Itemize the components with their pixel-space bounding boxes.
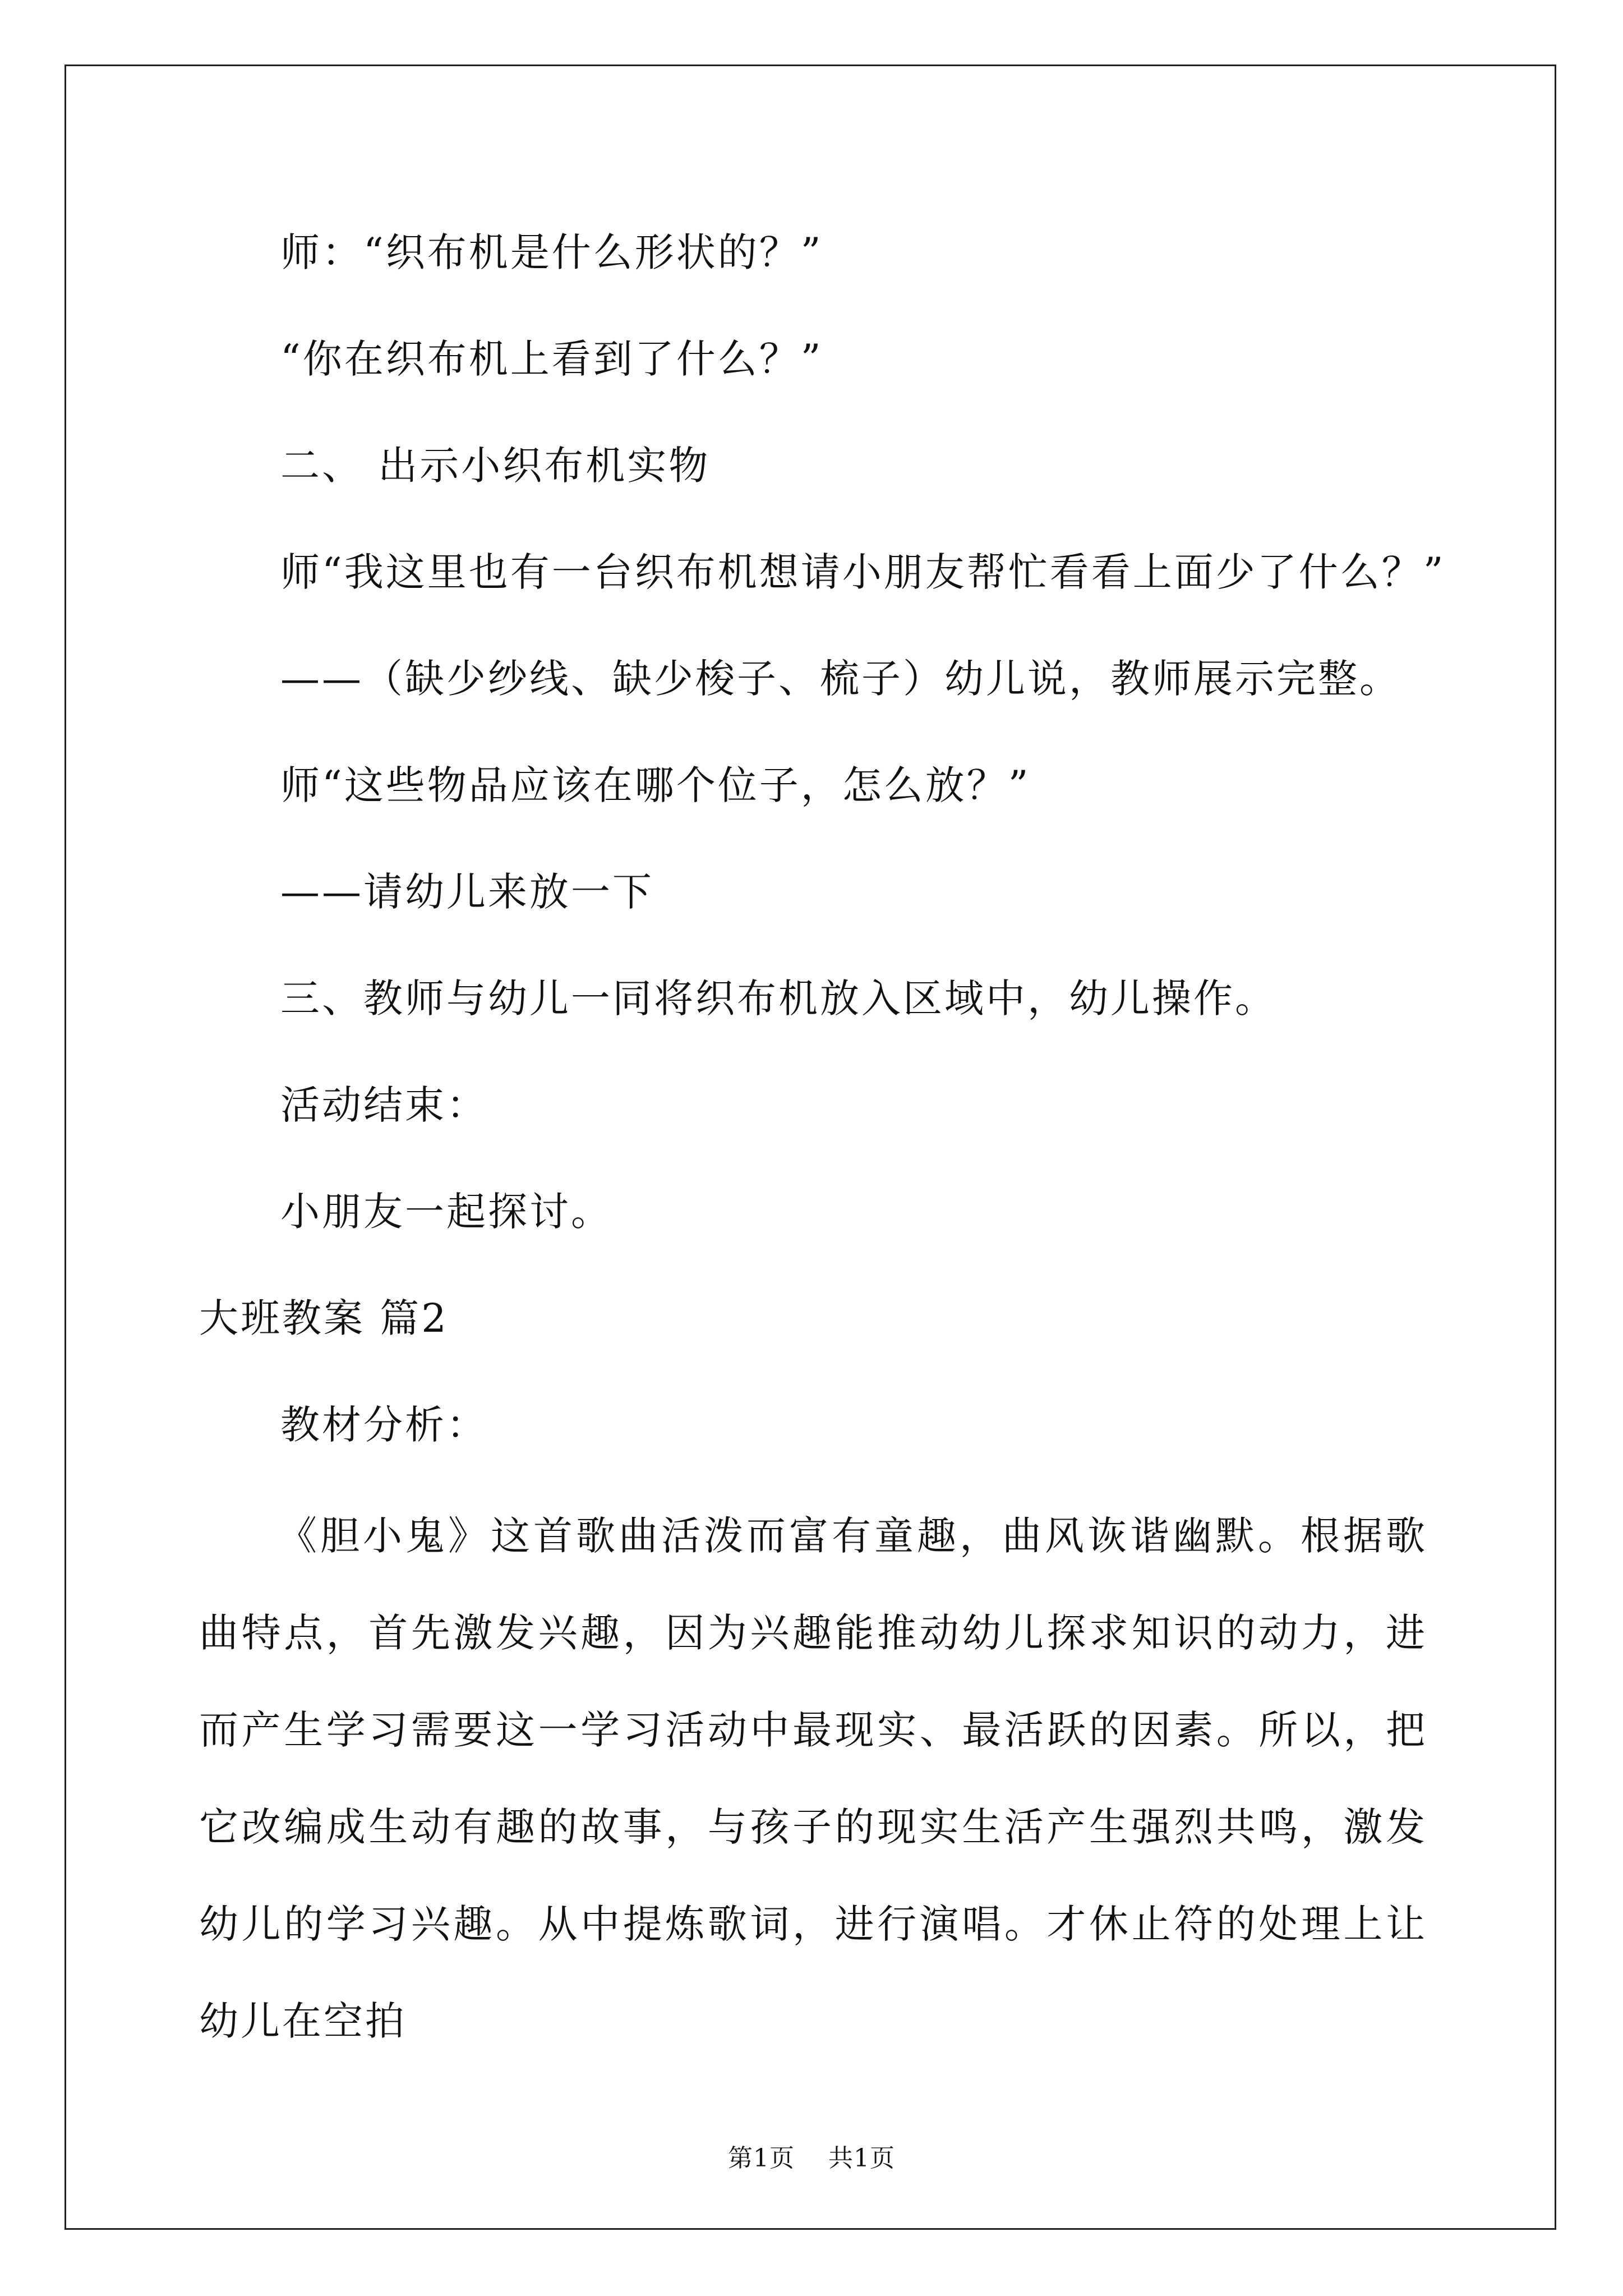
text-line-9: 活动结束： (280, 1082, 488, 1128)
section-heading: 大班教案 篇2 (199, 1295, 449, 1341)
text-line-5: ——（缺少纱线、缺少梭子、梳子）幼儿说，教师展示完整。 (280, 656, 1401, 702)
text-line-4: 师“我这里也有一台织布机想请小朋友帮忙看看上面少了什么？” (280, 549, 1446, 595)
text-line-2: “你在织布机上看到了什么？” (280, 336, 823, 382)
subheading: 教材分析： (280, 1402, 488, 1448)
text-line-3: 二、 出示小织布机实物 (280, 443, 711, 489)
text-line-1: 师：“织布机是什么形状的？” (280, 229, 823, 275)
page-total: 共1页 (828, 2144, 895, 2173)
text-line-8: 三、教师与幼儿一同将织布机放入区域中，幼儿操作。 (280, 976, 1276, 1022)
text-line-7: ——请幼儿来放一下 (280, 869, 654, 915)
page-number: 第1页 (728, 2144, 795, 2173)
text-line-6: 师“这些物品应该在哪个位子，怎么放？” (280, 762, 1031, 808)
page-footer (0, 2142, 1623, 2175)
body-paragraph: 《胆小鬼》这首歌曲活泼而富有童趣，曲风诙谐幽默。根据歌曲特点，首先激发兴趣，因为兴趣能推动幼儿探求知识的动力，进而产生学习需要这一学习活动中最现实、最活跃的因素。所以，把它改编成生动有趣的故事，与孩子的现实生活产生强烈共鸣，激发幼儿的学习兴趣。从中提炼歌词，进行演唱。才休止符的处理上让幼儿在空拍 (199, 1513, 1427, 2044)
text-line-10: 小朋友一起探讨。 (280, 1189, 612, 1235)
